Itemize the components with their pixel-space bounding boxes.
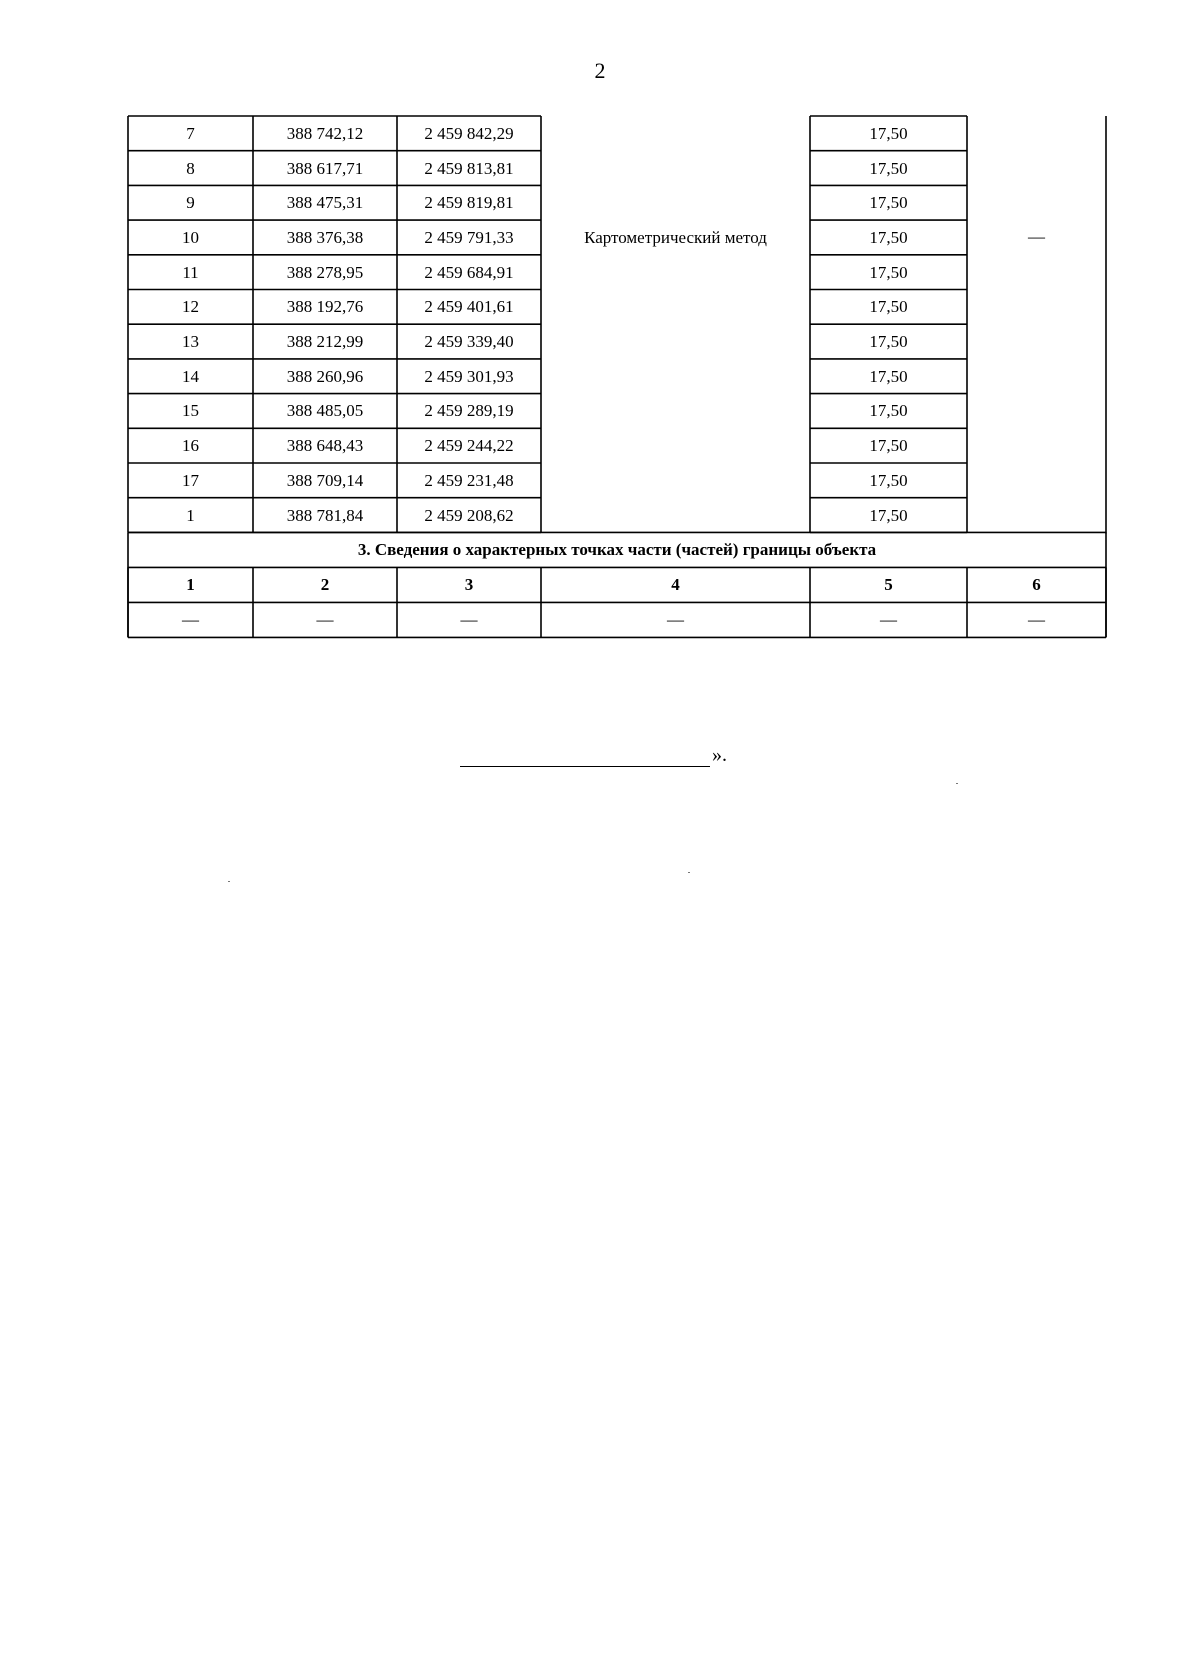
section3-dash-cell: — — [880, 610, 897, 630]
accuracy-cell: 17,50 — [869, 297, 908, 317]
point-number-cell: 12 — [182, 297, 199, 317]
closing-line — [460, 740, 735, 770]
point-number-cell: 7 — [186, 123, 195, 143]
y-coordinate-cell: 2 459 684,91 — [424, 262, 514, 282]
accuracy-cell: 17,50 — [869, 366, 908, 386]
point-number-cell: 11 — [182, 262, 199, 282]
y-coordinate-cell: 2 459 813,81 — [424, 158, 514, 178]
accuracy-cell: 17,50 — [869, 262, 908, 282]
accuracy-cell: 17,50 — [869, 436, 908, 456]
y-coordinate-cell: 2 459 791,33 — [424, 227, 514, 247]
accuracy-cell: 17,50 — [869, 193, 908, 213]
section3-header-cell: 1 — [186, 575, 195, 595]
accuracy-cell: 17,50 — [869, 505, 908, 525]
accuracy-cell: 17,50 — [869, 158, 908, 178]
x-coordinate-cell: 388 781,84 — [286, 505, 364, 525]
y-coordinate-cell: 2 459 208,62 — [424, 505, 514, 525]
x-coordinate-cell: 388 485,05 — [286, 401, 364, 421]
point-number-cell: 9 — [186, 193, 195, 213]
point-number-cell: 1 — [186, 505, 195, 525]
y-coordinate-cell: 2 459 301,93 — [424, 366, 514, 386]
x-coordinate-cell: 388 376,38 — [286, 227, 364, 247]
x-coordinate-cell: 388 475,31 — [286, 193, 364, 213]
scan-speck — [956, 783, 958, 784]
point-number-cell: 15 — [182, 401, 199, 421]
y-coordinate-cell: 2 459 231,48 — [424, 470, 514, 490]
section3-header-cell: 5 — [884, 575, 893, 595]
x-coordinate-cell: 388 742,12 — [286, 123, 364, 143]
scan-speck — [688, 872, 690, 873]
point-number-cell: 13 — [182, 332, 199, 352]
x-coordinate-cell: 388 617,71 — [286, 158, 364, 178]
section3-title: 3. Сведения о характерных точках части (частей) границы объекта — [357, 540, 877, 560]
x-coordinate-cell: 388 648,43 — [286, 436, 364, 456]
closing-quote: ». — [712, 744, 727, 766]
y-coordinate-cell: 2 459 244,22 — [424, 436, 514, 456]
section3-header-cell: 4 — [671, 575, 680, 595]
point-number-cell: 16 — [182, 436, 199, 456]
accuracy-cell: 17,50 — [869, 332, 908, 352]
point-number-cell: 17 — [182, 470, 199, 490]
point-number-cell: 8 — [186, 158, 195, 178]
accuracy-cell: 17,50 — [869, 227, 908, 247]
scan-speck — [228, 881, 230, 882]
section3-header-cell: 6 — [1032, 575, 1041, 595]
section3-dash-cell: — — [316, 610, 334, 630]
section3-dash-cell: — — [667, 610, 684, 630]
x-coordinate-cell: 388 192,76 — [286, 297, 364, 317]
y-coordinate-cell: 2 459 289,19 — [424, 401, 514, 421]
x-coordinate-cell: 388 260,96 — [286, 366, 364, 386]
point-number-cell: 14 — [182, 366, 199, 386]
page-number: 2 — [594, 58, 606, 83]
blank-underline — [460, 766, 710, 767]
x-coordinate-cell: 388 709,14 — [286, 470, 364, 490]
description-dash-cell: — — [1028, 227, 1045, 247]
accuracy-cell: 17,50 — [869, 470, 908, 490]
method-cell: Картометрический метод — [584, 228, 767, 248]
point-number-cell: 10 — [182, 227, 199, 247]
y-coordinate-cell: 2 459 401,61 — [424, 297, 514, 317]
x-coordinate-cell: 388 278,95 — [286, 262, 364, 282]
section3-header-cell: 2 — [320, 575, 330, 595]
section3-dash-cell: — — [1028, 610, 1045, 630]
y-coordinate-cell: 2 459 339,40 — [424, 332, 514, 352]
accuracy-cell: 17,50 — [869, 401, 908, 421]
accuracy-cell: 17,50 — [869, 123, 908, 143]
y-coordinate-cell: 2 459 819,81 — [424, 193, 514, 213]
section3-dash-cell: — — [182, 610, 199, 630]
x-coordinate-cell: 388 212,99 — [286, 332, 364, 352]
section3-header-cell: 3 — [464, 575, 474, 595]
y-coordinate-cell: 2 459 842,29 — [424, 123, 514, 143]
section3-dash-cell: — — [460, 610, 478, 630]
